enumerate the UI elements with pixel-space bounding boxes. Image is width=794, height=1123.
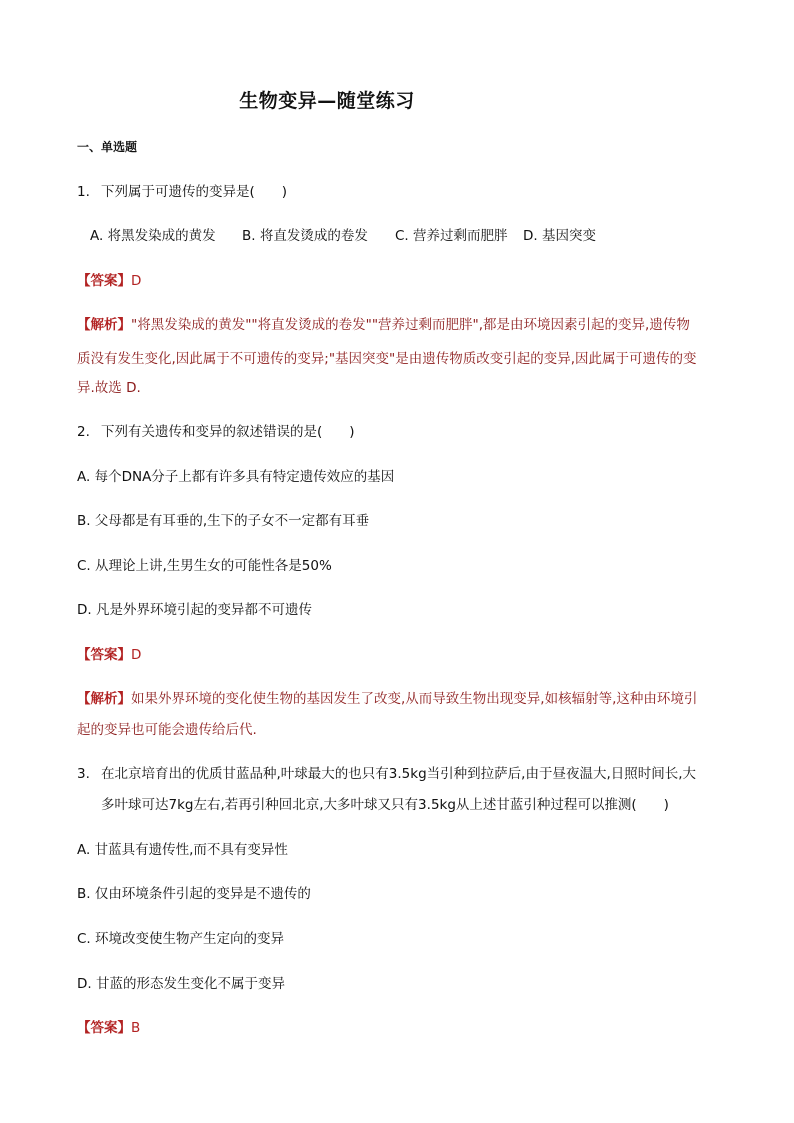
analysis-text: 如果外界环境的变化使生物的基因发生了改变,从而导致生物出现变异,如核辐射等,这种由环境引 <box>131 691 698 707</box>
analysis-2-line-1 <box>77 689 697 709</box>
answer-1 <box>77 271 141 291</box>
option-a: A. 每个DNA分子上都有许多具有特定遗传效应的基因 <box>77 469 395 485</box>
answer-3 <box>77 1018 140 1038</box>
question-stem: 下列属于可遗传的变异是( ) <box>101 184 288 200</box>
answer-value: D <box>131 647 142 663</box>
analysis-1-line-1 <box>77 315 690 335</box>
option-d: D. 凡是外界环境引起的变异都不可遗传 <box>77 602 312 618</box>
analysis-text: "将黑发染成的黄发""将直发烫成的卷发""营养过剩而肥胖",都是由环境因素引起的变异,遗传物 <box>131 317 690 333</box>
option-b: B. 仅由环境条件引起的变异是不遗传的 <box>77 886 311 902</box>
analysis-label: 【解析】 <box>77 317 131 333</box>
option-c: C. 从理论上讲,生男生女的可能性各是50% <box>77 558 332 574</box>
option-a: A. 甘蓝具有遗传性,而不具有变异性 <box>77 842 288 858</box>
answer-value: D <box>131 273 142 289</box>
analysis-2-line-2: 起的变异也可能会遗传给后代. <box>77 722 257 738</box>
option-b: B. 将直发烫成的卷发 <box>242 228 368 244</box>
option-d: D. 甘蓝的形态发生变化不属于变异 <box>77 976 285 992</box>
page-title: 生物变异—随堂练习 <box>239 90 415 112</box>
analysis-1-line-2: 质没有发生变化,因此属于不可遗传的变异;"基因突变"是由遗传物质改变引起的变异,因此属于可遗传的变 <box>77 351 697 367</box>
answer-label: 【答案】 <box>77 1020 131 1036</box>
answer-value: B <box>131 1020 141 1036</box>
question-number: 2. <box>77 424 90 440</box>
answer-label: 【答案】 <box>77 647 131 663</box>
option-a: A. 将黑发染成的黄发 <box>90 228 216 244</box>
question-number: 1. <box>77 184 90 200</box>
question-number: 3. <box>77 766 90 782</box>
option-d: D. 基因突变 <box>523 228 596 244</box>
question-2 <box>77 422 355 442</box>
question-stem: 在北京培育出的优质甘蓝品种,叶球最大的也只有3.5kg当引种到拉萨后,由于昼夜温大,日照时间长,大 <box>101 766 697 782</box>
option-c: C. 环境改变使生物产生定向的变异 <box>77 931 285 947</box>
option-b: B. 父母都是有耳垂的,生下的子女不一定都有耳垂 <box>77 513 370 529</box>
option-c: C. 营养过剩而肥胖 <box>395 228 508 244</box>
section-heading: 一、单选题 <box>77 140 138 154</box>
answer-2 <box>77 645 141 665</box>
analysis-1-line-3: 异.故选 D. <box>77 380 141 396</box>
question-stem: 下列有关遗传和变异的叙述错误的是( ) <box>101 424 355 440</box>
question-3 <box>77 764 696 784</box>
analysis-label: 【解析】 <box>77 691 131 707</box>
question-1 <box>77 182 287 202</box>
question-1-options <box>90 226 596 246</box>
answer-label: 【答案】 <box>77 273 131 289</box>
question-3-stem-line-2: 多叶球可达7kg左右,若再引种回北京,大多叶球又只有3.5kg从上述甘蓝引种过程可以推测( ) <box>101 797 669 813</box>
